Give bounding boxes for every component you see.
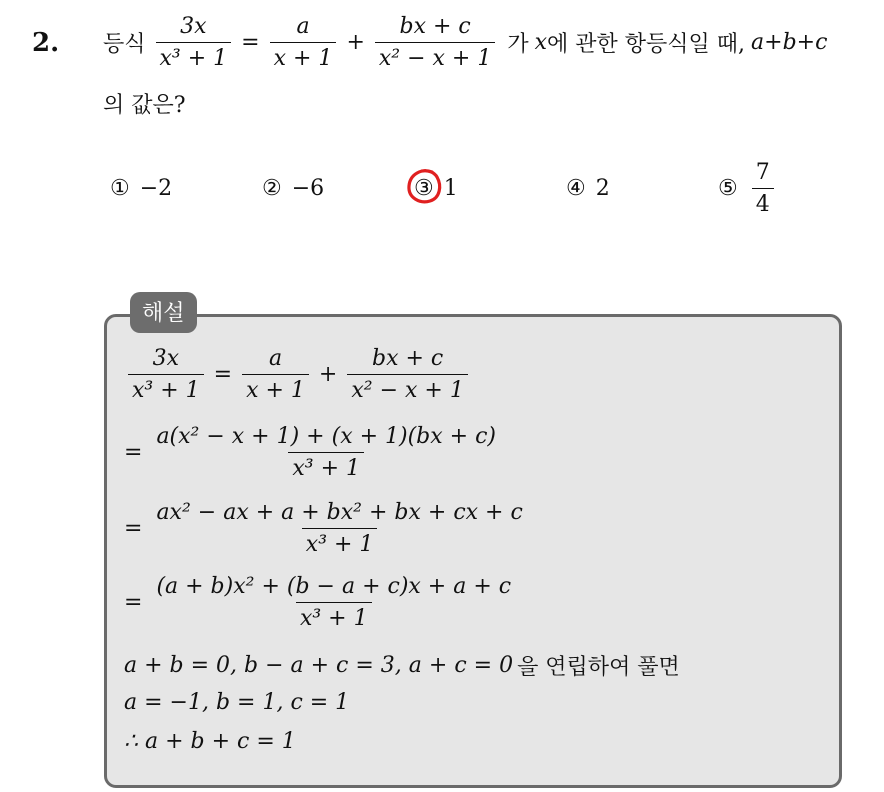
answer-circle-stroke [409, 171, 440, 202]
step2-numerator: a(x² − x + 1) + (x + 1)(bx + c) [156, 424, 496, 449]
step2-equals: = [124, 440, 143, 465]
choice-5-mark: ⑤ [718, 176, 738, 201]
term1-numerator: a [296, 14, 310, 39]
choice-4-value: 2 [595, 176, 610, 201]
lhs-numerator: 3x [180, 14, 207, 39]
step3-numerator: ax² − ax + a + bx² + bx + cx + c [156, 500, 523, 525]
choice-1[interactable] [110, 176, 172, 201]
term2-fraction [375, 14, 495, 71]
question-number: 2. [32, 28, 60, 58]
term1-fraction [270, 14, 337, 71]
choice-5-denominator: 4 [752, 188, 774, 217]
step1-term2-fraction [347, 346, 467, 403]
step1-term2-denominator: x² − x + 1 [347, 374, 467, 403]
term1-denominator: x + 1 [270, 42, 337, 71]
question-line-1 [103, 14, 827, 71]
step5-text: 을 연립하여 풀면 [517, 655, 680, 680]
solution-step-1 [124, 346, 472, 403]
choice-4-mark: ④ [566, 176, 586, 201]
step1-term2-numerator: bx + c [371, 346, 444, 371]
solution-step-7: ∴ a + b + c = 1 [124, 729, 296, 754]
choice-3-mark: ③ [414, 176, 434, 201]
solution-step-2 [124, 424, 504, 481]
step1-lhs-numerator: 3x [152, 346, 180, 371]
plus-sign: + [346, 30, 365, 55]
step3-denominator: x³ + 1 [302, 528, 378, 557]
choice-2-value: −6 [291, 176, 325, 201]
question-prefix: 등식 [103, 32, 146, 57]
step4-numerator: (a + b)x² + (b − a + c)x + a + c [156, 574, 512, 599]
choice-5[interactable] [718, 160, 778, 217]
step5-expression: a + b = 0, b − a + c = 3, a + c = 0 [124, 653, 514, 678]
solution-step-4 [124, 574, 519, 631]
choice-3-value: 1 [443, 176, 458, 201]
choice-4[interactable] [566, 176, 610, 201]
question-mid-text: 가 [507, 32, 529, 57]
choice-5-fraction [752, 160, 774, 217]
step1-lhs-fraction [128, 346, 204, 403]
step4-denominator: x³ + 1 [296, 602, 372, 631]
step3-equals: = [124, 516, 143, 541]
step1-lhs-denominator: x³ + 1 [128, 374, 204, 403]
step4-equals: = [124, 590, 143, 615]
solution-step-5 [124, 650, 680, 681]
answer-circle-mark [404, 166, 444, 206]
step2-denominator: x³ + 1 [288, 452, 364, 481]
lhs-fraction [156, 14, 232, 71]
step1-equals: = [213, 362, 233, 387]
step1-term1-numerator: a [268, 346, 283, 371]
term2-denominator: x² − x + 1 [375, 42, 495, 71]
equals-sign: = [241, 30, 260, 55]
solution-step-6: a = −1, b = 1, c = 1 [124, 690, 350, 715]
question-suffix: 에 관한 항등식일 때, [547, 32, 746, 57]
step1-term1-fraction [242, 346, 309, 403]
step1-plus: + [318, 362, 338, 387]
solution-step-3 [124, 500, 531, 557]
question-line-2: 의 값은? [103, 93, 186, 118]
lhs-denominator: x³ + 1 [156, 42, 232, 71]
step3-fraction [152, 500, 526, 557]
term2-numerator: bx + c [399, 14, 471, 39]
question-ask-expression: a+b+c [751, 30, 828, 55]
solution-tab-label: 해설 [130, 292, 197, 333]
choice-2[interactable] [262, 176, 324, 201]
step2-fraction [152, 424, 500, 481]
choice-1-value: −2 [139, 176, 173, 201]
choice-2-mark: ② [262, 176, 282, 201]
step1-term1-denominator: x + 1 [242, 374, 309, 403]
choice-5-numerator: 7 [755, 160, 770, 185]
step4-fraction [152, 574, 515, 631]
choice-1-mark: ① [110, 176, 130, 201]
question-variable: x [534, 30, 548, 55]
